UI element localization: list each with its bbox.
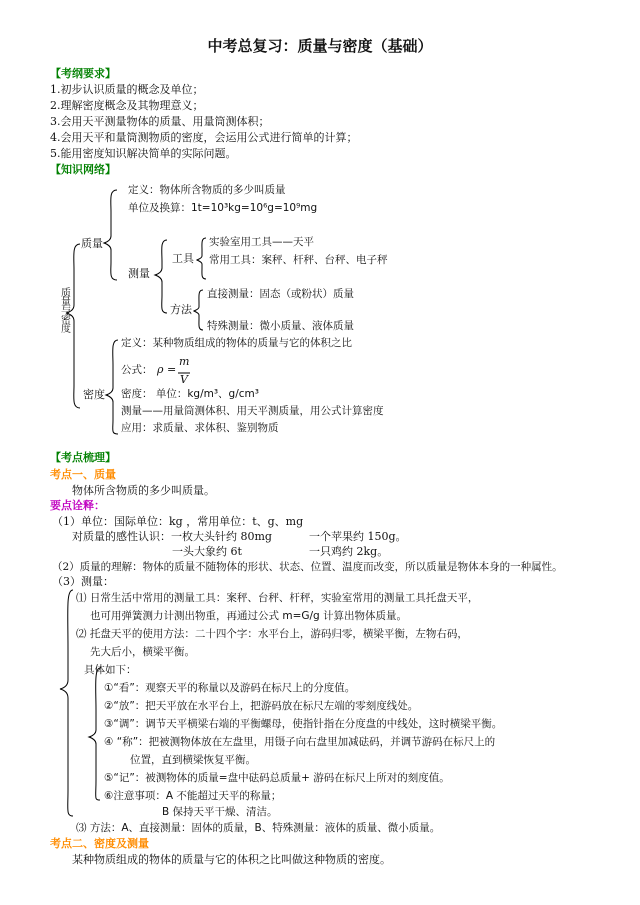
method-node: 方法	[170, 303, 192, 316]
formula-rho: ρ =	[157, 363, 177, 376]
step-notes: ⑥注意事项：A 不能超过天平的称量；	[104, 790, 282, 802]
mass-units: 单位及换算：1t=10³kg=10⁶g=10⁹mg	[128, 202, 318, 214]
network-heading: 【知识网络】	[50, 163, 116, 176]
direct-measure: 直接测量：固态（或粉状）质量	[207, 288, 354, 300]
step-weigh-cont: 位置，直到横梁恢复平衡。	[130, 754, 256, 766]
box-line-6: ⑶ 方法：A、直接测量：固体的质量，B、特殊测量：液体的质量、微小质量。	[76, 822, 441, 834]
step-notes-b: B 保持天平干燥、清洁。	[162, 806, 278, 818]
mass-node: 质量	[81, 237, 103, 250]
box-line-3: ⑵ 托盘天平的使用方法：二十四个字：水平台上，游码归零，横梁平衡，左物右码，	[76, 628, 468, 640]
explain-title: 要点诠释：	[50, 499, 105, 512]
p3-measure: （3）测量：	[52, 575, 114, 588]
measure-node: 测量	[128, 267, 150, 280]
p1-apple: 一个苹果约 150g。	[309, 530, 407, 543]
review-heading: 【考点梳理】	[50, 451, 116, 464]
box-line-1: ⑴ 日常生活中常用的测量工具：案秤、台秤、杆秤，实验室常用的测量工具托盘天平，	[76, 592, 479, 604]
p1-elephant: 一头大象约 6t	[172, 545, 242, 558]
step-adjust: ③“调”：调节天平横梁右端的平衡螺母，使指针指在分度盘的中线处，这时横梁平衡。	[104, 718, 503, 730]
kp2-title: 考点二、密度及测量	[50, 837, 149, 850]
density-measure: 测量——用量筒测体积、用天平测质量，用公式计算密度	[121, 405, 384, 417]
kp1-title: 考点一、质量	[50, 468, 116, 481]
requirement-item: 5.能用密度知识解决简单的实际问题。	[50, 147, 237, 160]
page-title: 中考总复习：质量与密度（基础）	[207, 37, 433, 55]
network-root-label: 质量与密度	[58, 287, 70, 332]
box-line-5: 具体如下：	[84, 664, 137, 676]
requirement-item: 1.初步认识质量的概念及单位；	[50, 83, 204, 96]
kp2-text: 某种物质组成的物体的质量与它的体积之比叫做这种物质的密度。	[72, 853, 391, 866]
step-record: ⑤“记”：被测物体的质量=盘中砝码总质量+ 游码在标尺上所对的刻度值。	[104, 772, 450, 784]
density-unit: 密度： 单位：kg/m³、g/cm³	[121, 388, 259, 400]
kp1-text: 物体所含物质的多少叫质量。	[72, 484, 215, 497]
formula-label: 公式：	[121, 364, 153, 376]
mass-definition: 定义：物体所含物质的多少叫质量	[128, 184, 286, 196]
common-tools: 常用工具：案秤、杆秤、台秤、电子秤	[209, 254, 388, 266]
p1-units: （1）单位：国际单位：kg ，常用单位：t、g、mg	[52, 515, 304, 528]
special-measure: 特殊测量：微小质量、液体质量	[207, 320, 354, 332]
p1-chicken: 一只鸡约 2kg。	[309, 545, 389, 558]
box-line-2: 也可用弹簧测力计测出物重，再通过公式 m=G/g 计算出物体质量。	[90, 610, 408, 622]
density-node: 密度	[83, 388, 105, 401]
requirement-item: 4.会用天平和量筒测物质的密度，会运用公式进行简单的计算；	[50, 131, 358, 144]
step-place: ②“放”：把天平放在水平台上，把游码放在标尺左端的零刻度线处。	[104, 700, 419, 712]
lab-tool: 实验室用工具——天平	[209, 236, 314, 248]
step-weigh: ④ “称”：把被测物体放在左盘里，用镊子向右盘里加减砝码，并调节游码在标尺上的	[104, 736, 496, 748]
density-definition: 定义：某种物质组成的物体的质量与它的体积之比	[121, 337, 352, 349]
tools-node: 工具	[172, 252, 194, 265]
box-line-4: 先大后小，横梁平衡。	[90, 646, 195, 658]
requirement-item: 3.会用天平测量物体的质量、用量筒测体积；	[50, 115, 270, 128]
step-look: ①“看”：观察天平的称量以及游码在标尺上的分度值。	[104, 682, 356, 694]
p1-feel: 对质量的感性认识：一枚大头针约 80mg	[72, 530, 272, 543]
requirement-item: 2.理解密度概念及其物理意义；	[50, 99, 204, 112]
density-application: 应用：求质量、求体积、鉴别物质	[121, 422, 279, 434]
p2-understanding: （2）质量的理解：物体的质量不随物体的形状、状态、位置、温度而改变，所以质量是物体本身的一种属性。	[52, 561, 563, 573]
formula-v: V	[180, 373, 188, 386]
requirements-heading: 【考纲要求】	[50, 67, 116, 80]
formula-m: m	[179, 355, 190, 368]
